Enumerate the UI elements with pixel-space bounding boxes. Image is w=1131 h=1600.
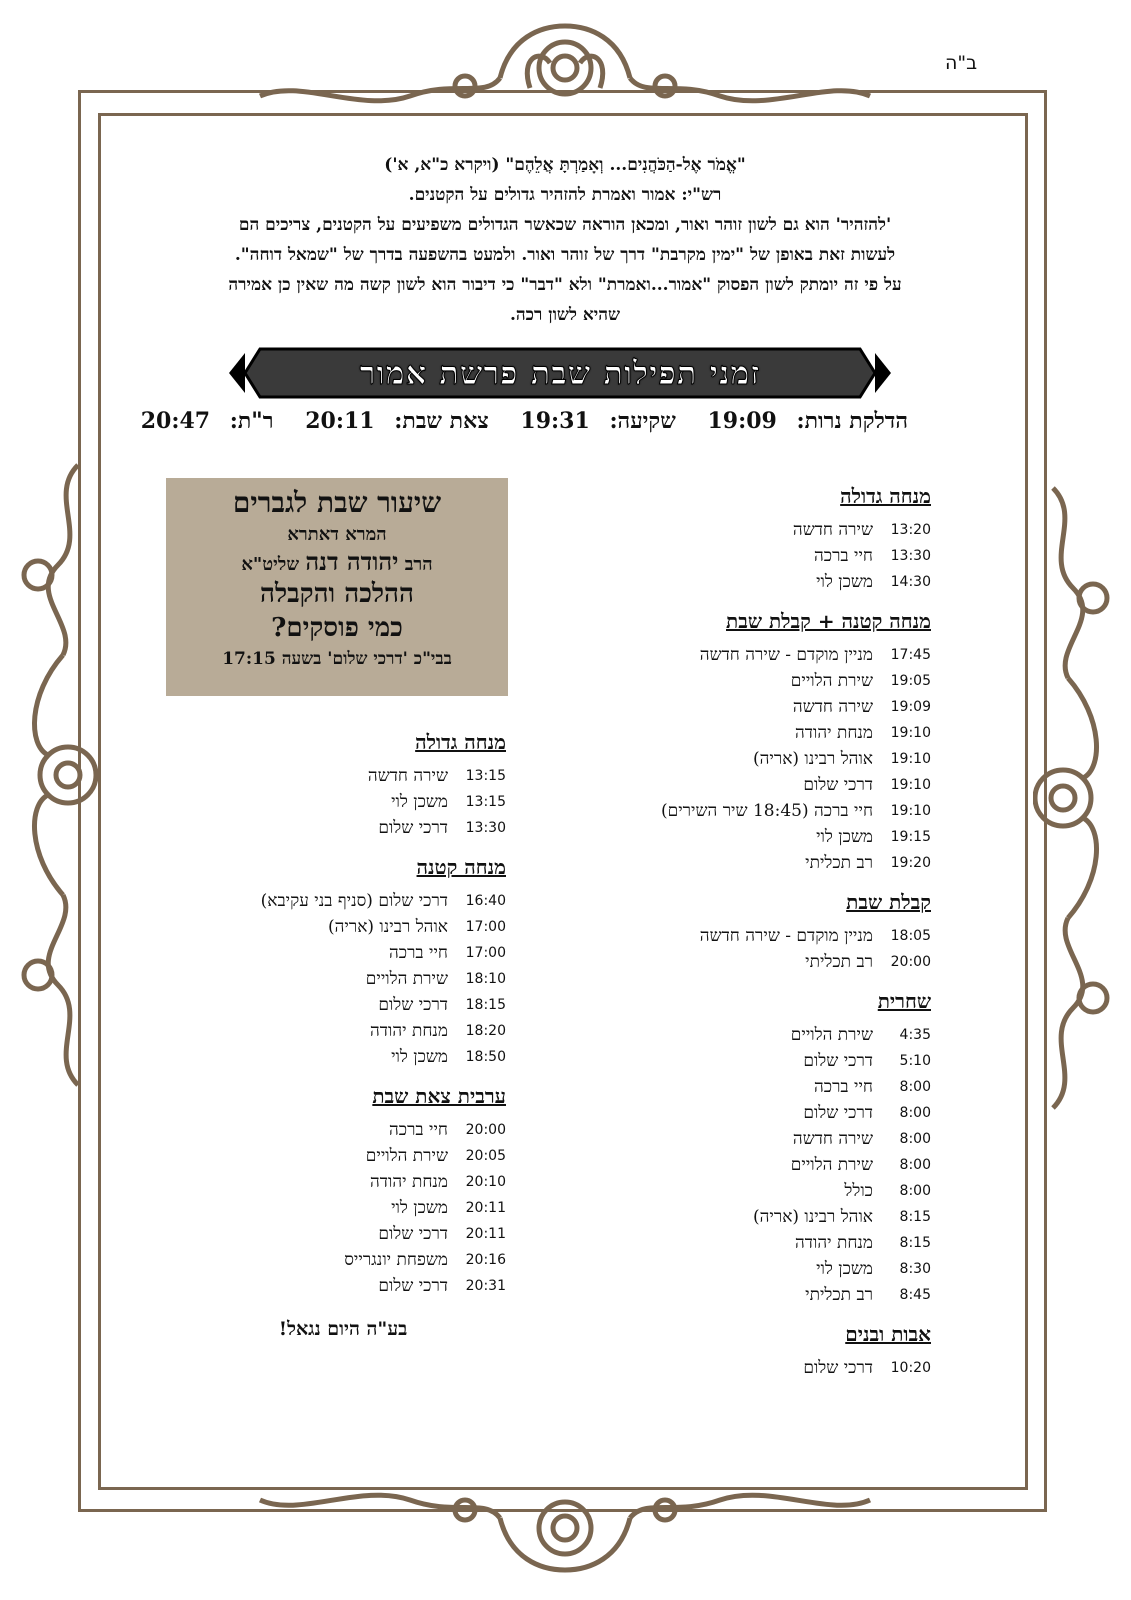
schedule-row [571, 1355, 931, 1381]
schedule-section [571, 484, 931, 595]
schedule-section [571, 1322, 931, 1381]
row-synagogue: חיי ברכה [388, 943, 448, 963]
schedule-row [186, 940, 506, 966]
schedule-row [571, 517, 931, 543]
schedule-row [186, 815, 506, 841]
row-time: 14:30 [890, 574, 931, 590]
row-time: 19:10 [890, 803, 931, 819]
left-ornament-icon [8, 455, 98, 1095]
section-title: שחרית [877, 989, 931, 1013]
schedule-section [186, 855, 506, 1070]
intro-line: על פי זה יומתק לשון הפסוק "אמור...ואמרת" ולא "דבר" כי דיבור הוא לשון קשה מה שאין כן אמירה [228, 275, 902, 295]
intro-line: 'להזהיר' הוא גם לשון זוהר ואור, ומכאן הוראה שכאשר הגדולים משפיעים על הקטנים, צריכים הם [238, 215, 892, 235]
row-synagogue: חיי ברכה [813, 1077, 873, 1097]
row-time: 20:31 [465, 1278, 506, 1294]
row-synagogue: שירת הלויים [790, 671, 873, 691]
row-synagogue: דרכי שלום [803, 1103, 873, 1123]
row-time: 20:00 [465, 1122, 506, 1138]
schedule-row [571, 1152, 931, 1178]
row-time: 8:15 [899, 1235, 931, 1251]
row-synagogue: משכן לוי [391, 792, 448, 812]
section-title: מנחה גדולה [840, 484, 931, 508]
row-synagogue: אוהל רבינו (אריה) [752, 749, 873, 769]
row-time: 13:30 [465, 820, 506, 836]
row-synagogue: רב תכליתי [805, 952, 873, 972]
row-synagogue: מנחת יהודה [795, 723, 873, 743]
right-ornament-icon [1033, 478, 1123, 1118]
schedule-row [571, 949, 931, 975]
shiur-subtitle: המרא דאתרא [287, 524, 387, 545]
row-time: 5:10 [899, 1053, 931, 1069]
row-time: 13:20 [890, 522, 931, 538]
row-synagogue: דרכי שלום [803, 775, 873, 795]
schedule-row [571, 1022, 931, 1048]
schedule-row [571, 824, 931, 850]
schedule-row [186, 1221, 506, 1247]
section-title: אבות ובנים [845, 1322, 931, 1346]
row-synagogue: משכן לוי [816, 827, 873, 847]
row-time: 20:11 [465, 1226, 506, 1242]
row-time: 18:20 [465, 1023, 506, 1039]
title-banner [225, 345, 895, 401]
row-time: 8:00 [899, 1079, 931, 1095]
row-time: 4:35 [899, 1027, 931, 1043]
schedule-row [571, 850, 931, 876]
row-synagogue: דרכי שלום [378, 995, 448, 1015]
time-candle: הדלקת נרות: 19:09 [707, 408, 908, 434]
row-synagogue: שירת הלויים [365, 1146, 448, 1166]
schedule-row [186, 1018, 506, 1044]
shiur-title: שיעור שבת לגברים [232, 486, 442, 519]
schedule-row [571, 1126, 931, 1152]
row-synagogue: רב תכליתי [805, 853, 873, 873]
section-title: קבלת שבת [846, 890, 931, 914]
row-synagogue: משכן לוי [391, 1047, 448, 1067]
schedule-row [571, 1256, 931, 1282]
shiur-location: בבי"כ 'דרכי שלום' בשעה 17:15 [222, 649, 452, 669]
section-title: מנחה גדולה [415, 730, 506, 754]
section-title: ערבית צאת שבת [372, 1084, 506, 1108]
intro-line: רש"י: אמור ואמרת להזהיר גדולים על הקטנים. [408, 185, 722, 205]
section-title: מנחה קטנה + קבלת שבת [726, 609, 931, 633]
right-schedule-column [571, 484, 931, 1395]
schedule-row [571, 569, 931, 595]
time-end-shabbat: צאת שבת: 20:11 [305, 408, 489, 434]
schedule-row [186, 888, 506, 914]
row-synagogue: משכן לוי [816, 1259, 873, 1279]
row-time: 18:05 [890, 928, 931, 944]
row-time: 18:50 [465, 1049, 506, 1065]
row-synagogue: משכן לוי [816, 572, 873, 592]
intro-line: שהיא לשון רכה. [509, 305, 621, 325]
top-ornament-icon [240, 18, 890, 118]
row-time: 8:00 [899, 1131, 931, 1147]
time-rabbeinu-tam: ר"ת: 20:47 [140, 408, 274, 434]
row-time: 8:30 [899, 1261, 931, 1277]
intro-text [140, 150, 990, 330]
schedule-section [571, 989, 931, 1308]
row-synagogue: מנחת יהודה [370, 1172, 448, 1192]
row-time: 19:20 [890, 855, 931, 871]
row-time: 19:05 [890, 673, 931, 689]
schedule-row [186, 1247, 506, 1273]
row-synagogue: רב תכליתי [805, 1285, 873, 1305]
row-time: 13:30 [890, 548, 931, 564]
row-synagogue: משכן לוי [391, 1198, 448, 1218]
row-synagogue: אוהל רבינו (אריה) [327, 917, 448, 937]
row-synagogue: חיי ברכה [388, 1120, 448, 1140]
row-synagogue: מניין מוקדם - שירה חדשה [699, 645, 873, 665]
schedule-row [571, 746, 931, 772]
row-time: 19:10 [890, 725, 931, 741]
schedule-row [571, 1204, 931, 1230]
row-synagogue: שירה חדשה [792, 697, 873, 717]
row-synagogue: כולל [844, 1181, 873, 1201]
row-time: 17:00 [465, 945, 506, 961]
row-time: 20:10 [465, 1174, 506, 1190]
schedule-row [571, 668, 931, 694]
banner-title: זמני תפילות שבת פרשת אמור [359, 354, 761, 392]
row-synagogue: דרכי שלום [378, 1224, 448, 1244]
row-time: 19:09 [890, 699, 931, 715]
row-synagogue: חיי ברכה [813, 546, 873, 566]
schedule-row [571, 772, 931, 798]
row-time: 19:10 [890, 751, 931, 767]
row-time: 20:00 [890, 954, 931, 970]
schedule-row [571, 720, 931, 746]
schedule-section [571, 609, 931, 876]
schedule-row [186, 1273, 506, 1299]
row-synagogue: דרכי שלום (סניף בני עקיבא) [260, 891, 448, 911]
schedule-row [186, 1044, 506, 1070]
row-synagogue: דרכי שלום [803, 1358, 873, 1378]
schedule-row [571, 1048, 931, 1074]
row-time: 20:05 [465, 1148, 506, 1164]
schedule-row [571, 1178, 931, 1204]
row-synagogue: מנחת יהודה [370, 1021, 448, 1041]
row-time: 16:40 [465, 893, 506, 909]
row-time: 20:16 [465, 1252, 506, 1268]
row-synagogue: דרכי שלום [803, 1051, 873, 1071]
row-synagogue: שירה חדשה [367, 766, 448, 786]
schedule-row [571, 1100, 931, 1126]
schedule-row [186, 966, 506, 992]
bottom-ornament-icon [240, 1478, 890, 1578]
row-time: 17:00 [465, 919, 506, 935]
row-synagogue: חיי ברכה (18:45 שיר השירים) [660, 801, 873, 821]
row-synagogue: שירת הלויים [790, 1155, 873, 1175]
row-synagogue: שירה חדשה [792, 1129, 873, 1149]
schedule-row [571, 543, 931, 569]
shiur-box [166, 478, 508, 696]
schedule-row [571, 923, 931, 949]
row-synagogue: שירת הלויים [365, 969, 448, 989]
schedule-row [186, 763, 506, 789]
schedule-row [571, 798, 931, 824]
shiur-topic: ההלכה והקבלה [260, 579, 414, 609]
header-mark: ב"ה [945, 52, 978, 74]
row-time: 18:10 [465, 971, 506, 987]
row-time: 10:20 [890, 1360, 931, 1376]
row-synagogue: דרכי שלום [378, 818, 448, 838]
schedule-row [186, 789, 506, 815]
shiur-rav: הרב יהודה דנה שליט"א [241, 547, 433, 576]
schedule-section [571, 890, 931, 975]
section-title: מנחה קטנה [416, 855, 506, 879]
row-time: 13:15 [465, 768, 506, 784]
schedule-row [571, 1282, 931, 1308]
schedule-row [186, 914, 506, 940]
schedule-row [186, 1143, 506, 1169]
row-time: 13:15 [465, 794, 506, 810]
row-synagogue: שירת הלויים [790, 1025, 873, 1045]
shiur-topic: כמי פוסקים? [271, 613, 403, 643]
row-time: 8:15 [899, 1209, 931, 1225]
row-time: 8:00 [899, 1105, 931, 1121]
row-time: 19:15 [890, 829, 931, 845]
intro-line: "אֱמֹר אֶל-הַכֹּהֲנִים... וְאָמַרְתָּ אֲלֵהֶם" (ויקרא כ"א, א') [384, 155, 746, 175]
row-synagogue: דרכי שלום [378, 1276, 448, 1296]
row-time: 19:10 [890, 777, 931, 793]
row-time: 8:00 [899, 1183, 931, 1199]
row-time: 20:11 [465, 1200, 506, 1216]
row-time: 8:00 [899, 1157, 931, 1173]
schedule-section [186, 730, 506, 841]
row-synagogue: משפחת יונגרייס [344, 1250, 448, 1270]
schedule-row [571, 1230, 931, 1256]
row-time: 8:45 [899, 1287, 931, 1303]
schedule-row [186, 1195, 506, 1221]
intro-line: לעשות זאת באופן של "ימין מקרבת" דרך של זוהר ואור. ולמעט בהשפעה בדרך של "שמאל דוחה". [234, 245, 896, 265]
row-synagogue: אוהל רבינו (אריה) [752, 1207, 873, 1227]
time-sunset: שקיעה: 19:31 [520, 408, 676, 434]
schedule-row [571, 642, 931, 668]
schedule-row [186, 992, 506, 1018]
schedule-row [186, 1117, 506, 1143]
schedule-row [571, 1074, 931, 1100]
row-time: 18:15 [465, 997, 506, 1013]
schedule-section [186, 1084, 506, 1299]
closing-text: בע"ה היום נגאל! [278, 1318, 408, 1340]
left-schedule-column [186, 730, 506, 1313]
row-synagogue: מניין מוקדם - שירה חדשה [699, 926, 873, 946]
row-synagogue: שירה חדשה [792, 520, 873, 540]
row-time: 17:45 [890, 647, 931, 663]
row-synagogue: מנחת יהודה [795, 1233, 873, 1253]
schedule-row [186, 1169, 506, 1195]
schedule-row [571, 694, 931, 720]
shabbat-times [140, 408, 920, 434]
